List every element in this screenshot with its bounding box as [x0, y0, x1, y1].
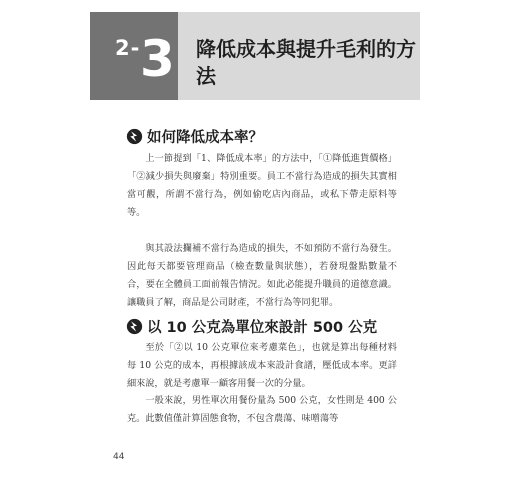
section-heading-text: 以 10 公克為單位來設計 500 公克 [147, 319, 378, 336]
bullet-icon [126, 318, 143, 335]
chapter-title: 降低成本與提升毛利的方法 [196, 37, 416, 88]
section-heading-text: 如何降低成本率？ [147, 129, 263, 146]
paragraph: 至於「②以 10 公克單位來考慮菜色」，也就是算出每種材料每 10 公克的成本，再根據該成本來設計食譜，壓低成本率。更詳細來說，就是考慮單一顧客用餐一次的分量。 [127, 342, 397, 389]
paragraph: 與其設法攔補不當行為造成的損失，不如預防不當行為發生。因此每天都要管理商品（檢查數量與狀態），若發現盤點數量不合，要在全體員工面前報告情況。如此必能提升職員的道德意識。讓職員了解，商品是公司財產，不當行為等同犯罪。 [127, 243, 397, 308]
section-heading-cost-rate [126, 126, 263, 146]
chapter-number: 3 [140, 30, 175, 88]
page-number: 44 [113, 452, 125, 462]
chapter-prefix: 2- [115, 36, 141, 60]
paragraph: 一般來說，男性單次用餐份量為 500 公克，女性則是 400 公克。此數值僅計算固態食物，不包含農蕩、味噌蕩等 [127, 395, 397, 424]
section-heading-portion [126, 316, 377, 336]
paragraph: 上一節提到「1、降低成本率」的方法中，「①降低進貨價格」「②減少損失與廢棄」特別重要。員工不當行為造成的損失其實相當可觀，所謂不當行為，例如偷吃店內商品，或私下帶走原料等等。 [127, 153, 397, 218]
bullet-icon [126, 128, 143, 145]
